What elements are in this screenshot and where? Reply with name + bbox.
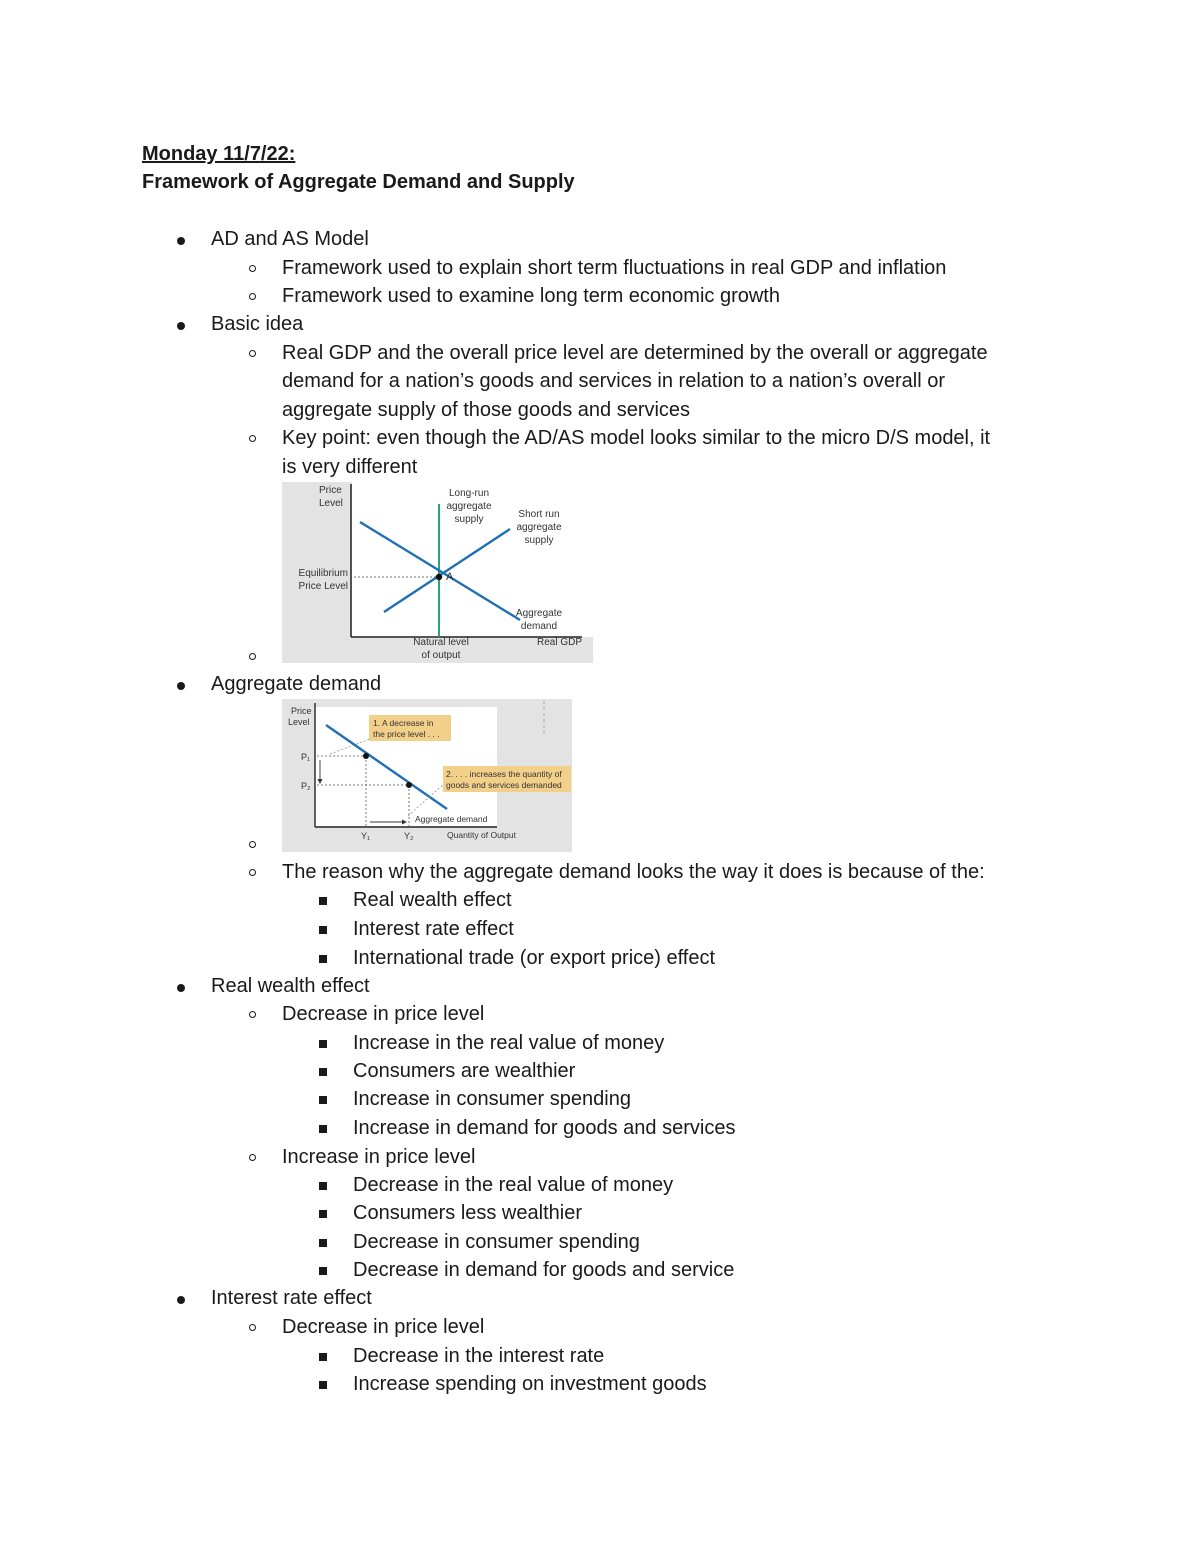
ad-label: Aggregate <box>515 608 563 619</box>
note-1: 1. A decrease in <box>373 718 434 728</box>
sras-label: supply <box>524 535 554 546</box>
list-item-real-wealth-effect: Real wealth effect <box>211 975 370 997</box>
y2-label: Y₂ <box>404 831 414 841</box>
y1-label: Y₁ <box>361 831 371 841</box>
bullet-dot <box>177 237 185 245</box>
natural-output-label: Natural level <box>413 637 469 648</box>
list-item: Increase in consumer spending <box>353 1088 631 1110</box>
list-item-interest-rate-effect: Interest rate effect <box>211 1287 372 1309</box>
list-item-basic-idea: Basic idea <box>211 313 304 335</box>
note-2: goods and services demanded <box>446 780 562 790</box>
list-item: Decrease in the interest rate <box>353 1345 605 1367</box>
list-item: Increase in the real value of money <box>353 1032 665 1054</box>
list-item: Increase in demand for goods and services <box>353 1117 736 1139</box>
bullet-circle <box>249 293 256 300</box>
point-label: A <box>446 571 454 583</box>
bullet-square <box>319 1068 327 1076</box>
lras-label: supply <box>454 514 484 525</box>
equilibrium-label: Price Level <box>298 581 348 592</box>
list-item: Decrease in price level <box>282 1003 485 1025</box>
list-item: Increase spending on investment goods <box>353 1373 707 1395</box>
bullet-circle <box>249 841 256 848</box>
list-item: Framework used to explain short term fluctuations in real GDP and inflation <box>282 257 947 279</box>
list-item: Framework used to examine long term economic growth <box>282 285 780 307</box>
lras-label: Long-run <box>448 488 490 499</box>
list-item-continued: aggregate supply of those goods and services <box>282 399 691 421</box>
y-label: Level <box>319 498 343 509</box>
bullet-circle <box>249 265 256 272</box>
list-item: Decrease in the real value of money <box>353 1174 674 1196</box>
list-item: Increase in price level <box>282 1146 476 1168</box>
bullet-circle <box>249 435 256 442</box>
bullet-square <box>319 1096 327 1104</box>
bullet-dot <box>177 322 185 330</box>
list-item: Decrease in price level <box>282 1316 485 1338</box>
bullet-square <box>319 926 327 934</box>
bullet-circle <box>249 869 256 876</box>
list-item-aggregate-demand: Aggregate demand <box>211 673 382 695</box>
ad-as-equilibrium-figure <box>282 482 593 663</box>
bullet-circle <box>249 350 256 357</box>
bullet-circle <box>249 1154 256 1161</box>
list-item: Consumers less wealthier <box>353 1202 582 1224</box>
note-date: Monday 11/7/22: <box>142 143 296 165</box>
list-item: Decrease in consumer spending <box>353 1231 640 1253</box>
point-p1 <box>363 753 369 759</box>
p2-label: P₂ <box>301 781 311 791</box>
y-label: Price <box>319 485 342 496</box>
list-item-ad-as-model: AD and AS Model <box>211 228 369 250</box>
bullet-circle <box>249 653 256 660</box>
list-item: Consumers are wealthier <box>353 1060 576 1082</box>
bullet-dot <box>177 682 185 690</box>
list-item: Decrease in demand for goods and service <box>353 1259 735 1281</box>
list-item: Interest rate effect <box>353 918 514 940</box>
y-label: Level <box>288 717 310 727</box>
list-item: The reason why the aggregate demand looks the way it does is because of the: <box>282 861 985 883</box>
ad-label: demand <box>520 621 558 632</box>
list-item: Real wealth effect <box>353 889 512 911</box>
bullet-square <box>319 1267 327 1275</box>
bullet-dot <box>177 984 185 992</box>
x-label: Quantity of Output <box>447 830 516 840</box>
list-item-continued: demand for a nation’s goods and services in relation to a nation’s overall or <box>282 370 945 392</box>
bullet-square <box>319 1210 327 1218</box>
list-item: Key point: even though the AD/AS model looks similar to the micro D/S model, it <box>282 427 991 449</box>
note-2: 2. . . . increases the quantity of <box>446 769 562 779</box>
p1-label: P₁ <box>301 752 311 762</box>
bullet-square <box>319 897 327 905</box>
list-item: Real GDP and the overall price level are determined by the overall or aggregate <box>282 342 988 364</box>
bullet-square <box>319 955 327 963</box>
x-label: Real GDP <box>537 637 583 648</box>
list-item: International trade (or export price) effect <box>353 947 716 969</box>
lras-label: aggregate <box>446 501 492 512</box>
sras-label: aggregate <box>516 522 562 533</box>
natural-output-label: of output <box>421 650 461 661</box>
note-1: the price level . . . <box>373 729 440 739</box>
y-label: Price <box>291 706 312 716</box>
bullet-square <box>319 1381 327 1389</box>
bullet-square <box>319 1125 327 1133</box>
bullet-square <box>319 1239 327 1247</box>
list-item-continued: is very different <box>282 456 418 478</box>
equilibrium-point <box>436 574 442 580</box>
bullet-circle <box>249 1324 256 1331</box>
bullet-square <box>319 1040 327 1048</box>
aggregate-demand-figure <box>282 699 572 852</box>
page-title: Framework of Aggregate Demand and Supply <box>142 171 575 193</box>
bullet-square <box>319 1353 327 1361</box>
sras-label: Short run <box>518 509 560 520</box>
point-p2 <box>406 782 412 788</box>
bullet-dot <box>177 1296 185 1304</box>
equilibrium-label: Equilibrium <box>298 568 348 579</box>
curve-label: Aggregate demand <box>415 814 488 824</box>
bullet-square <box>319 1182 327 1190</box>
bullet-circle <box>249 1011 256 1018</box>
